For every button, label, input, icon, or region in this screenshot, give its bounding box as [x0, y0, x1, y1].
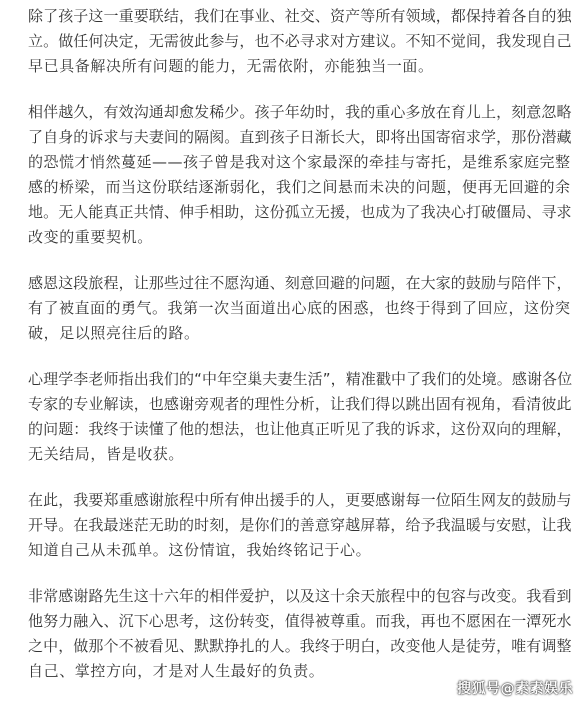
paragraph-line: 地。无人能真正共情、伸手相助，这份孤立无援，也成为了我决心打破僵局、寻求 [28, 203, 572, 221]
paragraph-line: 早已具备解决所有问题的能力，无需依附，亦能独当一面。 [28, 57, 434, 75]
paragraph-4 [28, 367, 573, 467]
paragraph-line: 他努力融入、沉下心思考，这份转变，值得被尊重。而我，再也不愿困在一潭死水 [28, 612, 572, 630]
paragraph-1 [28, 4, 573, 79]
paragraph-line: 的问题：我终于读懂了他的想法，也让他真正听见了我的诉求，这份双向的理解， [28, 420, 572, 438]
paragraph-line: 除了孩子这一重要联结，我们在事业、社交、资产等所有领域，都保持着各自的独 [28, 7, 572, 25]
paragraph-line: 感的桥梁，而当这份联结逐渐弱化，我们之间悬而未决的问题，便再无回避的余 [28, 178, 571, 196]
paragraph-line: 改变的重要契机。 [28, 228, 153, 246]
paragraph-line: 的恐慌才悄然蔓延——孩子曾是我对这个家最深的牵挂与寄托，是维系家庭完整 [28, 153, 571, 171]
paragraph-line: 感恩这段旅程，让那些过往不愿沟通、刻意回避的问题，在大家的鼓励与陪伴下， [28, 274, 572, 292]
paragraph-2 [28, 100, 573, 250]
paragraph-line: 自己、掌控方向，才是对人生最好的负责。 [28, 662, 325, 680]
paragraph-line: 开导。在我最迷茫无助的时刻，是你们的善意穿越屏幕，给予我温暖与安慰，让我 [28, 516, 572, 534]
paragraph-line: 非常感谢路先生这十六年的相伴爱护，以及这十余天旅程中的包容与改变。我看到 [28, 587, 572, 605]
paragraph-6 [28, 584, 573, 684]
paragraph-line: 有了被直面的勇气。我第一次当面道出心底的困惑，也终于得到了回应，这份突 [28, 299, 571, 317]
paragraph-line: 立。做任何决定，无需彼此参与，也不必寻求对方建议。不知不觉间，我发现自己 [28, 32, 572, 50]
paragraph-3 [28, 271, 573, 346]
paragraph-line: 无关结局，皆是收获。 [28, 445, 185, 463]
paragraph-line: 知道自己从未孤单。这份情谊，我始终铭记于心。 [28, 541, 372, 559]
paragraph-line: 了自身的诉求与夫妻间的隔阂。直到孩子日渐长大，即将出国寄宿求学，那份潜藏 [28, 128, 572, 146]
paragraph-line: 心理学李老师指出我们的“中年空巢夫妻生活”，精准戳中了我们的处境。感谢各位 [28, 370, 573, 388]
paragraph-line: 在此，我要郑重感谢旅程中所有伸出援手的人，更要感谢每一位陌生网友的鼓励与 [28, 491, 572, 509]
paragraph-line: 专家的专业解读，也感谢旁观者的理性分析，让我们得以跳出固有视角，看清彼此 [28, 395, 572, 413]
paragraph-line: 之中，做那个不被看见、默默挣扎的人。我终于明白，改变他人是徒劳，唯有调整 [28, 637, 572, 655]
paragraph-line: 破，足以照亮往后的路。 [28, 324, 200, 342]
sohu-watermark: 搜狐号@素素娱乐 [457, 681, 573, 697]
paragraph-line: 相伴越久，有效沟通却愈发稀少。孩子年幼时，我的重心多放在育儿上，刻意忽略 [28, 103, 572, 121]
paragraph-5 [28, 488, 573, 563]
